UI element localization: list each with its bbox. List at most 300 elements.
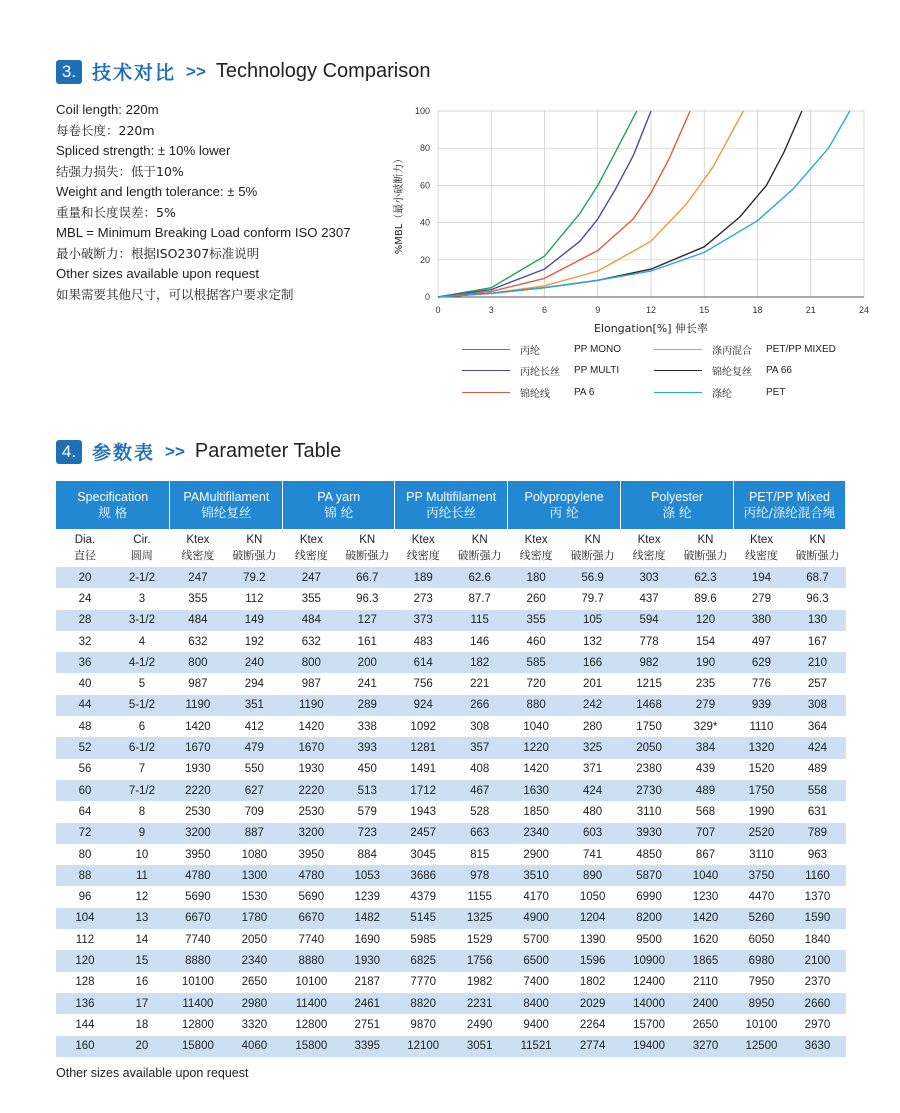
table-cell: 6-1/2 — [114, 737, 170, 758]
group-header — [170, 481, 283, 529]
table-cell: 3930 — [621, 823, 678, 844]
table-cell: 62.6 — [452, 567, 508, 588]
table-cell: 18 — [114, 1014, 170, 1035]
spec-list — [56, 100, 396, 305]
table-cell: 88 — [56, 865, 114, 886]
table-cell: 594 — [621, 610, 678, 631]
table-cell: 2050 — [226, 929, 283, 950]
table-cell: 778 — [621, 631, 678, 652]
sub-header-cn: 破断强力 — [683, 549, 728, 562]
table-cell: 497 — [733, 631, 789, 652]
legend-label-en: PET — [766, 387, 786, 398]
table-cell: 87.7 — [452, 588, 508, 609]
x-axis-label: Elongation[%] 伸长率 — [593, 322, 709, 335]
table-cell: 1850 — [508, 801, 565, 822]
table-cell: 279 — [733, 588, 789, 609]
table-cell: 127 — [340, 610, 395, 631]
spec-line: Other sizes available upon request — [56, 266, 260, 281]
table-cell: 632 — [283, 631, 340, 652]
x-tick-label: 24 — [858, 305, 870, 315]
legend-swatch — [654, 349, 702, 351]
table-cell: 79.2 — [226, 567, 283, 588]
table-cell: 182 — [452, 652, 508, 673]
table-cell: 8200 — [621, 908, 678, 929]
table-cell: 96.3 — [340, 588, 395, 609]
table-cell: 6990 — [621, 886, 678, 907]
table-cell: 242 — [565, 695, 621, 716]
table-cell: 393 — [340, 737, 395, 758]
table-cell: 6 — [114, 716, 170, 737]
table-row — [56, 972, 846, 993]
table-cell: 3200 — [170, 823, 226, 844]
table-row — [56, 950, 846, 971]
table-cell: 12400 — [621, 972, 678, 993]
table-cell: 4060 — [226, 1036, 283, 1057]
table-cell: 2650 — [678, 1014, 734, 1035]
table-cell: 2220 — [170, 780, 226, 801]
sub-header-cn: 线密度 — [744, 549, 778, 562]
chart-legend — [462, 342, 882, 404]
sub-header — [508, 529, 565, 567]
table-cell: 128 — [56, 972, 114, 993]
table-cell: 160 — [56, 1036, 114, 1057]
x-tick-label: 3 — [488, 305, 494, 315]
table-cell: 2730 — [621, 780, 678, 801]
table-cell: 513 — [340, 780, 395, 801]
table-cell: 130 — [789, 610, 845, 631]
table-cell: 408 — [452, 759, 508, 780]
table-cell: 939 — [733, 695, 789, 716]
table-cell: 1092 — [395, 716, 452, 737]
table-cell: 424 — [789, 737, 845, 758]
table-cell: 1053 — [340, 865, 395, 886]
table-cell: 355 — [283, 588, 340, 609]
table-row — [56, 993, 846, 1014]
table-cell: 603 — [565, 823, 621, 844]
table-cell: 2340 — [226, 950, 283, 971]
sub-header — [340, 529, 395, 567]
sub-header — [452, 529, 508, 567]
table-cell: 19400 — [621, 1036, 678, 1057]
sub-header-cn: 破断强力 — [232, 549, 277, 562]
table-cell: 221 — [452, 673, 508, 694]
group-header-en: PP Multifilament — [406, 490, 497, 504]
table-cell: 3630 — [789, 1036, 845, 1057]
table-cell: 115 — [452, 610, 508, 631]
table-cell: 15800 — [283, 1036, 340, 1057]
table-cell: 723 — [340, 823, 395, 844]
table-cell: 1491 — [395, 759, 452, 780]
sub-header — [114, 529, 170, 567]
elongation-chart — [388, 100, 878, 340]
table-cell: 1370 — [789, 886, 845, 907]
table-row — [56, 886, 846, 907]
table-cell: 3-1/2 — [114, 610, 170, 631]
table-row — [56, 865, 846, 886]
group-header-en: Polypropylene — [524, 490, 604, 504]
table-cell: 1780 — [226, 908, 283, 929]
table-cell: 1220 — [508, 737, 565, 758]
table-cell: 201 — [565, 673, 621, 694]
table-cell: 357 — [452, 737, 508, 758]
section-4-number: 4. — [56, 440, 82, 464]
table-cell: 15800 — [170, 1036, 226, 1057]
table-cell: 14 — [114, 929, 170, 950]
table-cell: 11400 — [283, 993, 340, 1014]
table-cell: 1420 — [170, 716, 226, 737]
table-cell: 16 — [114, 972, 170, 993]
group-header-cn: 涤 纶 — [662, 505, 692, 520]
table-cell: 12100 — [395, 1036, 452, 1057]
group-header — [621, 481, 734, 529]
table-cell: 2-1/2 — [114, 567, 170, 588]
group-header-en: PA yarn — [317, 490, 361, 504]
table-cell: 884 — [340, 844, 395, 865]
legend-label-en: PP MONO — [574, 344, 622, 355]
table-cell: 200 — [340, 652, 395, 673]
table-cell: 12800 — [170, 1014, 226, 1035]
table-sub-header — [56, 529, 846, 567]
table-cell: 978 — [452, 865, 508, 886]
section-4-arrow: >> — [165, 441, 185, 461]
sub-header-en: Ktex — [186, 534, 210, 546]
sub-header — [226, 529, 283, 567]
table-cell: 4170 — [508, 886, 565, 907]
table-cell: 166 — [565, 652, 621, 673]
table-cell: 2220 — [283, 780, 340, 801]
table-cell: 800 — [170, 652, 226, 673]
sub-header-cn: 圆周 — [130, 549, 153, 562]
table-cell: 6670 — [170, 908, 226, 929]
sub-header-cn: 线密度 — [406, 549, 440, 562]
table-cell: 2400 — [678, 993, 734, 1014]
table-cell: 484 — [283, 610, 340, 631]
table-cell: 325 — [565, 737, 621, 758]
table-cell: 1110 — [733, 716, 789, 737]
table-cell: 1420 — [283, 716, 340, 737]
table-cell: 10100 — [733, 1014, 789, 1035]
table-cell: 104 — [56, 908, 114, 929]
sub-header-en: Cir. — [133, 534, 151, 546]
table-cell: 3510 — [508, 865, 565, 886]
table-cell: 1239 — [340, 886, 395, 907]
table-cell: 2751 — [340, 1014, 395, 1035]
table-body — [56, 567, 846, 1057]
table-cell: 1482 — [340, 908, 395, 929]
table-cell: 1596 — [565, 950, 621, 971]
table-cell: 4900 — [508, 908, 565, 929]
table-cell: 56 — [56, 759, 114, 780]
table-cell: 105 — [565, 610, 621, 631]
table-cell: 2980 — [226, 993, 283, 1014]
table-cell: 5145 — [395, 908, 452, 929]
table-cell: 631 — [789, 801, 845, 822]
section-3-arrow: >> — [186, 61, 206, 81]
table-row — [56, 929, 846, 950]
spec-line: 如果需要其他尺寸，可以根据客户要求定制 — [56, 286, 294, 302]
y-tick-label: 0 — [424, 292, 430, 302]
table-cell: 1420 — [508, 759, 565, 780]
sub-header-en: Ktex — [749, 534, 773, 546]
table-cell: 1982 — [452, 972, 508, 993]
table-cell: 568 — [678, 801, 734, 822]
group-header-en: Polyester — [650, 490, 704, 504]
y-axis-label: %MBL（最小破断力） — [394, 153, 405, 255]
table-cell: 5985 — [395, 929, 452, 950]
table-cell: 707 — [678, 823, 734, 844]
table-cell: 60 — [56, 780, 114, 801]
table-cell: 1190 — [170, 695, 226, 716]
table-cell: 460 — [508, 631, 565, 652]
legend-label-cn: 丙纶长丝 — [520, 367, 560, 378]
table-cell: 7-1/2 — [114, 780, 170, 801]
table-cell: 14000 — [621, 993, 678, 1014]
table-cell: 154 — [678, 631, 734, 652]
table-cell: 15700 — [621, 1014, 678, 1035]
table-cell: 120 — [56, 950, 114, 971]
table-cell: 585 — [508, 652, 565, 673]
table-cell: 450 — [340, 759, 395, 780]
spec-line: 结强力损失：低于10% — [56, 163, 184, 179]
sub-header — [621, 529, 678, 567]
group-header-cn: 丙纶长丝 — [426, 505, 477, 520]
table-cell: 12500 — [733, 1036, 789, 1057]
table-cell: 3750 — [733, 865, 789, 886]
table-cell: 210 — [789, 652, 845, 673]
group-header — [395, 481, 508, 529]
table-cell: 2520 — [733, 823, 789, 844]
table-cell: 987 — [170, 673, 226, 694]
table-cell: 1204 — [565, 908, 621, 929]
table-cell: 880 — [508, 695, 565, 716]
table-cell: 2457 — [395, 823, 452, 844]
table-row — [56, 844, 846, 865]
table-cell: 1930 — [283, 759, 340, 780]
legend-label-en: PET/PP MIXED — [766, 344, 836, 355]
legend-item-pa6 — [462, 385, 594, 400]
table-cell: 3 — [114, 588, 170, 609]
table-cell: 17 — [114, 993, 170, 1014]
table-cell: 112 — [226, 588, 283, 609]
table-cell: 815 — [452, 844, 508, 865]
table-cell: 8820 — [395, 993, 452, 1014]
table-cell: 7400 — [508, 972, 565, 993]
table-cell: 1325 — [452, 908, 508, 929]
table-cell: 1930 — [170, 759, 226, 780]
table-cell: 62.3 — [678, 567, 734, 588]
table-cell: 351 — [226, 695, 283, 716]
table-cell: 72 — [56, 823, 114, 844]
table-cell: 355 — [508, 610, 565, 631]
table-cell: 1802 — [565, 972, 621, 993]
group-header-cn: 锦纶复丝 — [201, 505, 252, 520]
sub-header — [565, 529, 621, 567]
sub-header — [283, 529, 340, 567]
table-cell: 1300 — [226, 865, 283, 886]
table-cell: 2530 — [170, 801, 226, 822]
table-cell: 1320 — [733, 737, 789, 758]
table-cell: 1160 — [789, 865, 845, 886]
legend-item-pet — [654, 385, 785, 400]
table-cell: 614 — [395, 652, 452, 673]
table-cell: 8950 — [733, 993, 789, 1014]
table-cell: 11521 — [508, 1036, 565, 1057]
legend-item-pa66 — [654, 363, 792, 378]
table-cell: 1529 — [452, 929, 508, 950]
table-cell: 4379 — [395, 886, 452, 907]
table-cell: 489 — [789, 759, 845, 780]
table-cell: 4-1/2 — [114, 652, 170, 673]
table-cell: 2029 — [565, 993, 621, 1014]
group-header — [283, 481, 395, 529]
table-cell: 279 — [678, 695, 734, 716]
sub-header-en: Ktex — [411, 534, 435, 546]
table-cell: 1390 — [565, 929, 621, 950]
table-row — [56, 759, 846, 780]
table-cell: 1040 — [508, 716, 565, 737]
table-cell: 79.7 — [565, 588, 621, 609]
table-cell: 280 — [565, 716, 621, 737]
sub-header-en: KN — [359, 534, 376, 546]
x-tick-label: 15 — [699, 305, 710, 315]
table-row — [56, 716, 846, 737]
table-cell: 528 — [452, 801, 508, 822]
table-cell: 756 — [395, 673, 452, 694]
table-cell: 2530 — [283, 801, 340, 822]
table-cell: 15 — [114, 950, 170, 971]
spec-line: 最小破断力：根据ISO2307标准说明 — [56, 245, 260, 261]
sub-header-cn: 破断强力 — [570, 549, 615, 562]
table-row — [56, 1014, 846, 1035]
table-cell: 10 — [114, 844, 170, 865]
table-cell: 5-1/2 — [114, 695, 170, 716]
table-cell: 9400 — [508, 1014, 565, 1035]
table-cell: 558 — [789, 780, 845, 801]
table-cell: 11 — [114, 865, 170, 886]
table-cell: 12800 — [283, 1014, 340, 1035]
table-cell: 20 — [114, 1036, 170, 1057]
table-cell: 412 — [226, 716, 283, 737]
sub-header — [56, 529, 114, 567]
table-cell: 192 — [226, 631, 283, 652]
table-cell: 1930 — [340, 950, 395, 971]
table-cell: 987 — [283, 673, 340, 694]
group-header — [56, 481, 170, 529]
table-cell: 112 — [56, 929, 114, 950]
sub-header-cn: 线密度 — [181, 549, 215, 562]
table-cell: 6825 — [395, 950, 452, 971]
table-cell: 3686 — [395, 865, 452, 886]
table-cell: 1756 — [452, 950, 508, 971]
table-cell: 629 — [733, 652, 789, 673]
table-cell: 384 — [678, 737, 734, 758]
table-cell: 289 — [340, 695, 395, 716]
section-4-heading — [56, 438, 341, 465]
table-cell: 789 — [789, 823, 845, 844]
table-cell: 963 — [789, 844, 845, 865]
table-cell: 1620 — [678, 929, 734, 950]
table-cell: 8880 — [283, 950, 340, 971]
table-cell: 2110 — [678, 972, 734, 993]
table-cell: 1050 — [565, 886, 621, 907]
table-cell: 13 — [114, 908, 170, 929]
table-cell: 52 — [56, 737, 114, 758]
table-cell: 6670 — [283, 908, 340, 929]
table-cell: 867 — [678, 844, 734, 865]
footnote: Other sizes available upon request — [56, 1066, 249, 1080]
table-cell: 373 — [395, 610, 452, 631]
y-tick-label: 40 — [419, 217, 430, 228]
table-cell: 329* — [678, 716, 734, 737]
table-cell: 1040 — [678, 865, 734, 886]
table-cell: 260 — [508, 588, 565, 609]
x-tick-label: 6 — [541, 305, 548, 315]
table-cell: 10100 — [283, 972, 340, 993]
series-line-3 — [438, 111, 743, 297]
table-cell: 924 — [395, 695, 452, 716]
table-cell: 28 — [56, 610, 114, 631]
spec-line: MBL = Minimum Breaking Load conform ISO 2307 — [56, 225, 351, 240]
table-cell: 36 — [56, 652, 114, 673]
table-cell: 1281 — [395, 737, 452, 758]
table-cell: 364 — [789, 716, 845, 737]
table-cell: 579 — [340, 801, 395, 822]
table-cell: 467 — [452, 780, 508, 801]
table-cell: 80 — [56, 844, 114, 865]
table-cell: 2187 — [340, 972, 395, 993]
table-cell: 273 — [395, 588, 452, 609]
table-cell: 56.9 — [565, 567, 621, 588]
table-cell: 3395 — [340, 1036, 395, 1057]
sub-header-cn: 破断强力 — [795, 549, 840, 562]
table-cell: 10100 — [170, 972, 226, 993]
table-cell: 2660 — [789, 993, 845, 1014]
table-cell: 180 — [508, 567, 565, 588]
table-cell: 1990 — [733, 801, 789, 822]
table-cell: 2774 — [565, 1036, 621, 1057]
sub-header-cn: 破断强力 — [457, 549, 502, 562]
table-cell: 235 — [678, 673, 734, 694]
legend-label-cn: 涤丙混合 — [712, 346, 752, 357]
group-header — [508, 481, 621, 529]
table-cell: 189 — [395, 567, 452, 588]
table-cell: 40 — [56, 673, 114, 694]
table-cell: 1155 — [452, 886, 508, 907]
sub-header-en: KN — [471, 534, 488, 546]
legend-label-cn: 丙纶 — [520, 346, 540, 357]
table-cell: 1750 — [733, 780, 789, 801]
table-cell: 5690 — [170, 886, 226, 907]
table-cell: 132 — [565, 631, 621, 652]
x-tick-label: 12 — [645, 305, 657, 315]
table-cell: 257 — [789, 673, 845, 694]
group-header-en: Specification — [77, 490, 149, 504]
table-cell: 190 — [678, 652, 734, 673]
table-cell: 3200 — [283, 823, 340, 844]
table-cell: 4470 — [733, 886, 789, 907]
table-cell: 4 — [114, 631, 170, 652]
x-tick-label: 0 — [435, 305, 441, 315]
table-cell: 1750 — [621, 716, 678, 737]
x-tick-label: 9 — [595, 305, 601, 315]
table-cell: 2340 — [508, 823, 565, 844]
y-tick-label: 60 — [419, 180, 430, 191]
section-3-title-en: Technology Comparison — [215, 60, 431, 82]
table-row — [56, 567, 846, 588]
table-cell: 8880 — [170, 950, 226, 971]
table-cell: 709 — [226, 801, 283, 822]
table-cell: 4780 — [170, 865, 226, 886]
